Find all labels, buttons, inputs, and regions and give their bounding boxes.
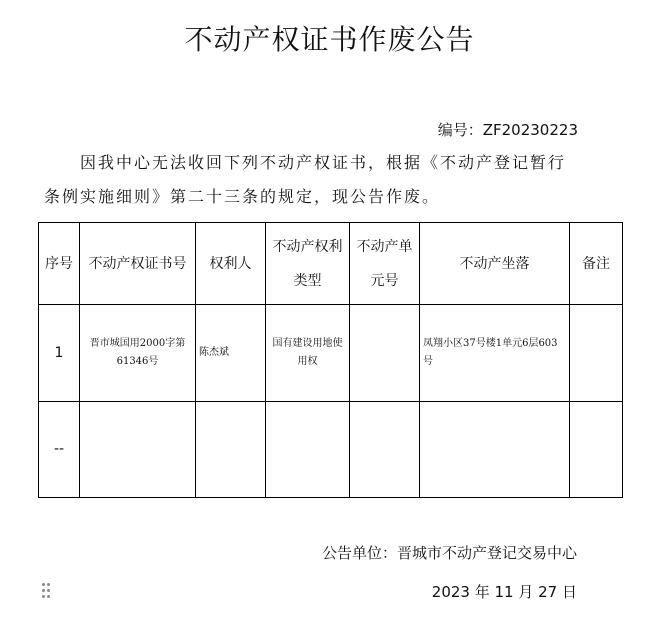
table-row	[39, 401, 623, 497]
header-serial: 序号	[39, 223, 80, 305]
cell-serial: 1	[39, 305, 80, 401]
cell-serial: --	[39, 401, 80, 497]
cell-certificate-no: 晋市城国用2000字第61346号	[80, 305, 196, 401]
cell-owner	[196, 401, 266, 497]
page-title: 不动产权证书作废公告	[184, 23, 475, 56]
header-remark: 备注	[570, 223, 623, 305]
cell-remark	[570, 401, 623, 497]
header-location: 不动产坐落	[420, 223, 570, 305]
header-certificate-no: 不动产权证书号	[80, 223, 196, 305]
document-number: 编号：ZF20230223	[437, 121, 578, 139]
cell-unit-no	[350, 305, 420, 401]
drag-handle-icon[interactable]	[42, 583, 52, 599]
cell-location: 凤翔小区37号楼1单元6层603号	[420, 305, 570, 401]
header-unit-no: 不动产单元号	[350, 223, 420, 305]
table-header-row	[39, 223, 623, 305]
cell-right-type	[266, 401, 350, 497]
cell-remark	[570, 305, 623, 401]
cell-location	[420, 401, 570, 497]
header-owner: 权利人	[196, 223, 266, 305]
table-row	[39, 305, 623, 401]
issuer: 公告单位：晋城市不动产登记交易中心	[321, 544, 577, 562]
cell-certificate-no	[80, 401, 196, 497]
cell-owner: 陈杰斌	[196, 305, 266, 401]
cell-right-type: 国有建设用地使用权	[266, 305, 350, 401]
certificate-table	[38, 222, 623, 498]
cell-unit-no	[350, 401, 420, 497]
notice-paragraph: 因我中心无法收回下列不动产权证书，根据《不动产登记暂行条例实施细则》第二十三条的规定，现公告作废。	[44, 153, 567, 206]
header-right-type: 不动产权利类型	[266, 223, 350, 305]
issue-date: 2023 年 11 月 27 日	[431, 583, 577, 601]
